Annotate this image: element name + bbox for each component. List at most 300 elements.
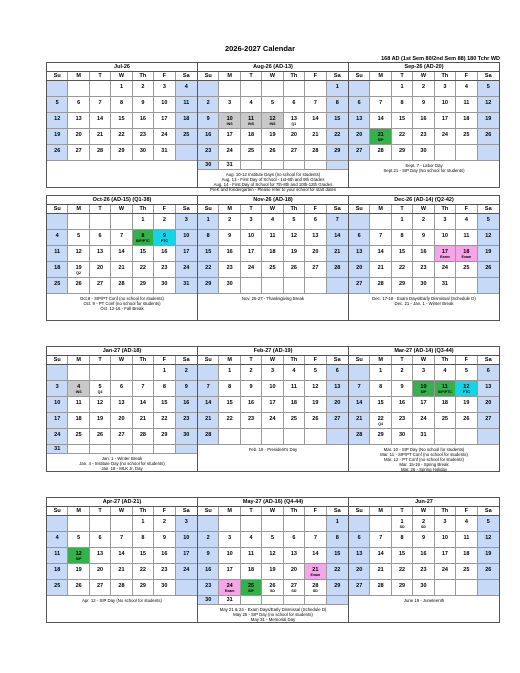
- weekday-label: Th: [133, 72, 154, 80]
- days-grid: [349, 516, 499, 596]
- day-tag: SIP: [248, 589, 254, 593]
- day-number: 30: [420, 583, 427, 589]
- day-number: 14: [312, 551, 319, 557]
- month-jan-27: [46, 346, 198, 472]
- note-line: Oct.8 - SIP/PT Conf (no school for students): [80, 296, 164, 301]
- day-cell: [154, 516, 175, 532]
- day-cell: [370, 564, 391, 580]
- day-cell: [111, 262, 132, 278]
- day-number: 16: [139, 116, 146, 122]
- day-number: 18: [183, 116, 190, 122]
- day-cell: [349, 580, 370, 596]
- day-cell: [47, 445, 68, 454]
- day-number: 8: [335, 100, 339, 106]
- day-cell: [47, 278, 68, 294]
- day-number: 12: [75, 249, 82, 255]
- weekday-label: W: [262, 507, 283, 515]
- day-number: 22: [399, 567, 406, 573]
- day-number: 11: [248, 116, 254, 122]
- day-cell: [111, 214, 132, 230]
- day-cell: [198, 580, 219, 596]
- day-cell: [370, 278, 391, 294]
- day-number: 13: [312, 233, 319, 239]
- day-cell: [111, 413, 132, 429]
- day-cell: [219, 413, 240, 429]
- day-number: 19: [485, 551, 492, 557]
- day-number: 1: [400, 217, 404, 223]
- note-line: Oct. 9 - PT Conf (no school for students): [83, 301, 161, 306]
- day-number: 28: [139, 432, 146, 438]
- weekday-label: Sa: [484, 508, 492, 514]
- day-cell: [219, 580, 240, 596]
- day-cell: [176, 278, 197, 294]
- day-number: 1: [400, 84, 404, 90]
- weekday-label: F: [305, 507, 326, 515]
- day-number: 19: [312, 400, 319, 406]
- day-cell: [370, 81, 391, 97]
- day-cell: [456, 397, 477, 413]
- day-cell: [478, 532, 499, 548]
- day-number: 20: [97, 265, 104, 271]
- day-cell: [478, 381, 499, 397]
- day-cell: [68, 145, 89, 161]
- day-cell: [133, 564, 154, 580]
- day-cell: [413, 429, 434, 445]
- day-cell: [219, 278, 240, 294]
- weekday-label: Sa: [333, 206, 341, 212]
- day-number: 16: [161, 249, 168, 255]
- note-line: Mar. 26 - Spring Holiday: [400, 467, 448, 472]
- month-title: Mar-27 (AD-14) (Q3-44): [349, 347, 499, 356]
- day-cell: [413, 113, 434, 129]
- day-tag: INS: [269, 122, 276, 126]
- day-cell: [176, 365, 197, 381]
- day-cell: [68, 97, 89, 113]
- day-number: 6: [77, 100, 81, 106]
- day-cell: [284, 262, 305, 278]
- day-number: 23: [161, 265, 168, 271]
- day-cell: [47, 429, 68, 445]
- day-number: 13: [485, 384, 492, 390]
- day-number: 20: [290, 567, 297, 573]
- day-number: 9: [400, 384, 404, 390]
- day-cell: [478, 214, 499, 230]
- day-number: 27: [356, 281, 363, 287]
- day-tag: SD: [269, 589, 275, 593]
- day-number: 25: [269, 265, 276, 271]
- weekday-header: [47, 72, 197, 81]
- day-number: 22: [139, 567, 146, 573]
- day-number: 5: [313, 368, 317, 374]
- day-number: 23: [420, 567, 427, 573]
- day-cell: [241, 145, 262, 161]
- days-grid: [349, 81, 499, 161]
- day-number: 26: [485, 132, 492, 138]
- day-number: 21: [97, 132, 104, 138]
- day-cell: [349, 246, 370, 262]
- day-cell: [90, 548, 111, 564]
- day-cell: [370, 129, 391, 145]
- day-cell: [305, 596, 326, 605]
- day-cell: [111, 81, 132, 97]
- day-cell: [241, 596, 262, 605]
- day-number: 23: [248, 416, 255, 422]
- weekday-label: Sa: [182, 73, 190, 79]
- day-cell: [90, 145, 111, 161]
- day-cell: [392, 397, 413, 413]
- day-number: 4: [55, 233, 59, 239]
- day-cell: [198, 564, 219, 580]
- day-number: 15: [161, 400, 168, 406]
- day-cell: [68, 262, 89, 278]
- day-number: 9: [162, 535, 166, 541]
- days-grid: [47, 365, 197, 454]
- day-number: 8: [379, 384, 383, 390]
- day-cell: [392, 381, 413, 397]
- day-cell: [198, 397, 219, 413]
- day-cell: [305, 365, 326, 381]
- day-number: 30: [183, 432, 190, 438]
- day-number: 24: [183, 567, 190, 573]
- day-number: 4: [292, 368, 296, 374]
- day-number: 19: [54, 132, 61, 138]
- day-number: 15: [334, 116, 341, 122]
- day-cell: [154, 230, 175, 246]
- day-cell: [241, 214, 262, 230]
- month-title: Jan-27 (AD-18): [47, 347, 197, 356]
- day-cell: [219, 596, 240, 605]
- day-number: 4: [249, 100, 253, 106]
- day-number: 16: [205, 567, 212, 573]
- month-title: Dec-26 (AD-14) (Q2-42): [349, 196, 499, 205]
- day-cell: [456, 129, 477, 145]
- day-cell: [68, 214, 89, 230]
- day-number: 17: [269, 400, 276, 406]
- weekday-label: W: [262, 72, 283, 80]
- day-cell: [392, 81, 413, 97]
- day-cell: [327, 532, 348, 548]
- weekday-label: F: [456, 356, 477, 364]
- day-number: 1: [400, 519, 404, 525]
- day-cell: [392, 580, 413, 596]
- day-cell: [198, 129, 219, 145]
- day-cell: [456, 429, 477, 445]
- weekday-label: W: [111, 356, 132, 364]
- day-cell: [413, 81, 434, 97]
- day-cell: [435, 580, 456, 596]
- weekday-label: W: [413, 205, 434, 213]
- day-cell: [478, 81, 499, 97]
- day-tag: SIP/PTC: [135, 239, 150, 243]
- weekday-label: Su: [198, 205, 219, 213]
- day-cell: [90, 429, 111, 445]
- day-number: 8: [206, 233, 210, 239]
- day-number: 1: [379, 368, 383, 374]
- weekday-label: M: [219, 356, 240, 364]
- day-cell: [478, 113, 499, 129]
- day-number: 18: [290, 400, 297, 406]
- day-number: 12: [485, 100, 492, 106]
- day-number: 9: [184, 384, 188, 390]
- day-number: 1: [141, 217, 145, 223]
- day-number: 9: [206, 116, 210, 122]
- day-cell: [241, 365, 262, 381]
- weekday-label: Sa: [182, 206, 190, 212]
- day-number: 10: [183, 233, 190, 239]
- day-tag: PTC: [462, 390, 470, 394]
- day-number: 5: [292, 217, 296, 223]
- day-cell: [349, 397, 370, 413]
- day-cell: [413, 230, 434, 246]
- day-cell: [413, 580, 434, 596]
- day-cell: [219, 532, 240, 548]
- day-number: 7: [119, 535, 124, 541]
- day-cell: [176, 516, 197, 532]
- day-cell: [176, 113, 197, 129]
- day-number: 5: [270, 535, 275, 541]
- day-cell: [435, 214, 456, 230]
- weekday-label: Sa: [182, 508, 190, 514]
- day-cell: [327, 381, 348, 397]
- day-number: 15: [205, 249, 212, 255]
- day-number: 13: [97, 249, 104, 255]
- day-number: 1: [162, 368, 166, 374]
- day-number: 25: [54, 281, 61, 287]
- day-cell: [262, 516, 283, 532]
- day-number: 5: [464, 368, 468, 374]
- day-cell: [305, 548, 326, 564]
- day-cell: [68, 81, 89, 97]
- day-number: 13: [75, 116, 82, 122]
- day-number: 29: [205, 281, 212, 287]
- day-number: 3: [55, 384, 59, 390]
- day-cell: [133, 580, 154, 596]
- day-number: 18: [463, 116, 470, 122]
- day-number: 16: [420, 551, 427, 557]
- day-number: 16: [399, 400, 406, 406]
- day-number: 8: [228, 384, 232, 390]
- day-cell: [284, 365, 305, 381]
- day-cell: [219, 262, 240, 278]
- day-number: 29: [118, 148, 125, 154]
- day-number: 11: [183, 100, 190, 106]
- day-cell: [154, 397, 175, 413]
- day-cell: [349, 516, 370, 532]
- day-cell: [478, 564, 499, 580]
- day-cell: [284, 580, 305, 596]
- day-cell: [413, 397, 434, 413]
- day-number: 10: [269, 384, 276, 390]
- day-number: 19: [290, 249, 297, 255]
- day-cell: [90, 97, 111, 113]
- day-number: 20: [118, 416, 125, 422]
- weekday-label: Sa: [484, 73, 492, 79]
- day-number: 7: [379, 535, 383, 541]
- weekday-header: [198, 205, 348, 214]
- day-number: 29: [399, 583, 406, 589]
- day-cell: [90, 81, 111, 97]
- day-cell: [176, 97, 197, 113]
- day-number: 14: [377, 551, 384, 557]
- day-number: 25: [248, 148, 255, 154]
- day-cell: [219, 230, 240, 246]
- day-number: 25: [54, 583, 61, 589]
- month-notes: [47, 294, 197, 313]
- day-tag: Q1: [291, 122, 297, 126]
- day-cell: [327, 278, 348, 294]
- day-number: 18: [54, 567, 61, 573]
- day-cell: [219, 129, 240, 145]
- month-notes: [349, 596, 499, 605]
- day-cell: [68, 516, 89, 532]
- day-cell: [90, 580, 111, 596]
- day-number: 18: [248, 132, 255, 138]
- day-cell: [262, 214, 283, 230]
- weekday-header: [349, 507, 499, 516]
- day-cell: [349, 548, 370, 564]
- day-number: 13: [97, 551, 104, 557]
- day-cell: [241, 81, 262, 97]
- days-grid: [47, 516, 197, 596]
- day-cell: [349, 381, 370, 397]
- day-number: 14: [97, 116, 104, 122]
- day-tag: SD: [399, 525, 405, 529]
- day-cell: [219, 246, 240, 262]
- day-cell: [176, 580, 197, 596]
- day-number: 6: [357, 535, 361, 541]
- day-cell: [327, 97, 348, 113]
- day-number: 6: [357, 100, 361, 106]
- day-cell: [435, 230, 456, 246]
- note-line: Jan. 4 - Institute Day (no school for students): [79, 461, 165, 466]
- note-line: Apr. 12 - SIP Day (No school for students): [82, 598, 162, 603]
- weekday-label: Sa: [182, 357, 190, 363]
- month-title: Apr-27 (AD-21): [47, 498, 197, 507]
- day-cell: [370, 429, 391, 445]
- weekday-label: M: [370, 356, 391, 364]
- day-cell: [305, 580, 326, 596]
- day-cell: [349, 145, 370, 161]
- weekday-label: W: [413, 356, 434, 364]
- day-cell: [327, 246, 348, 262]
- day-cell: [133, 214, 154, 230]
- day-number: 22: [377, 416, 384, 422]
- day-number: 31: [161, 148, 168, 154]
- day-cell: [241, 397, 262, 413]
- day-number: 6: [119, 384, 124, 390]
- day-cell: [219, 548, 240, 564]
- day-cell: [478, 262, 499, 278]
- day-number: 16: [420, 249, 427, 255]
- day-cell: [241, 381, 262, 397]
- day-number: 30: [226, 281, 233, 287]
- day-number: 18: [75, 416, 82, 422]
- day-number: 1: [335, 84, 339, 90]
- day-number: 15: [139, 249, 146, 255]
- weekday-label: M: [68, 356, 89, 364]
- day-cell: [392, 129, 413, 145]
- day-cell: [435, 129, 456, 145]
- day-number: 11: [463, 100, 470, 106]
- day-number: 22: [118, 132, 125, 138]
- day-cell: [478, 516, 499, 532]
- day-cell: [327, 129, 348, 145]
- day-number: 8: [335, 535, 339, 541]
- day-number: 11: [442, 384, 448, 390]
- day-cell: [284, 161, 305, 170]
- day-number: 24: [226, 148, 233, 154]
- day-cell: [349, 564, 370, 580]
- day-cell: [47, 262, 68, 278]
- day-cell: [413, 413, 434, 429]
- day-cell: [219, 161, 240, 170]
- day-cell: [392, 516, 413, 532]
- day-number: 20: [75, 132, 82, 138]
- day-cell: [154, 365, 175, 381]
- day-cell: [370, 145, 391, 161]
- day-number: 29: [334, 148, 341, 154]
- day-number: 19: [269, 132, 276, 138]
- day-number: 26: [463, 416, 470, 422]
- day-cell: [392, 429, 413, 445]
- day-number: 28: [118, 281, 125, 287]
- weekday-label: Th: [284, 205, 305, 213]
- day-number: 13: [356, 116, 363, 122]
- day-number: 5: [98, 384, 102, 390]
- note-line: Aug. 13 - First Day of School - 1st-6th and 9th Grades: [221, 177, 325, 182]
- day-cell: [392, 97, 413, 113]
- day-number: 12: [290, 233, 297, 239]
- note-line: Sept. 7 - Labor Day: [405, 163, 443, 168]
- day-number: 14: [118, 551, 125, 557]
- day-cell: [241, 516, 262, 532]
- day-number: 1: [206, 217, 210, 223]
- day-number: 13: [356, 249, 363, 255]
- weekday-label: W: [111, 205, 132, 213]
- day-cell: [284, 381, 305, 397]
- day-number: 14: [139, 400, 146, 406]
- day-number: 5: [486, 84, 490, 90]
- day-cell: [435, 113, 456, 129]
- day-cell: [349, 230, 370, 246]
- day-cell: [349, 214, 370, 230]
- day-cell: [435, 532, 456, 548]
- day-number: 29: [334, 583, 341, 589]
- weekday-label: M: [370, 205, 391, 213]
- note-line: Aug. 14 - First Day of School for 7th-8th and 10th-12th Grades: [213, 182, 333, 187]
- day-cell: [349, 413, 370, 429]
- day-number: 19: [269, 567, 276, 573]
- day-cell: [47, 580, 68, 596]
- day-number: 25: [248, 583, 255, 589]
- day-cell: [111, 129, 132, 145]
- day-cell: [154, 548, 175, 564]
- days-grid: [198, 214, 348, 294]
- day-number: 13: [118, 400, 125, 406]
- month-dec-26: [348, 195, 500, 321]
- day-cell: [111, 113, 132, 129]
- day-number: 9: [421, 535, 426, 541]
- day-number: 18: [269, 249, 276, 255]
- day-cell: [370, 397, 391, 413]
- day-number: 3: [443, 217, 447, 223]
- weekday-label: Th: [435, 507, 456, 515]
- day-number: 12: [54, 116, 61, 122]
- day-cell: [90, 564, 111, 580]
- day-number: 6: [98, 233, 102, 239]
- weekday-label: F: [456, 72, 477, 80]
- day-cell: [284, 278, 305, 294]
